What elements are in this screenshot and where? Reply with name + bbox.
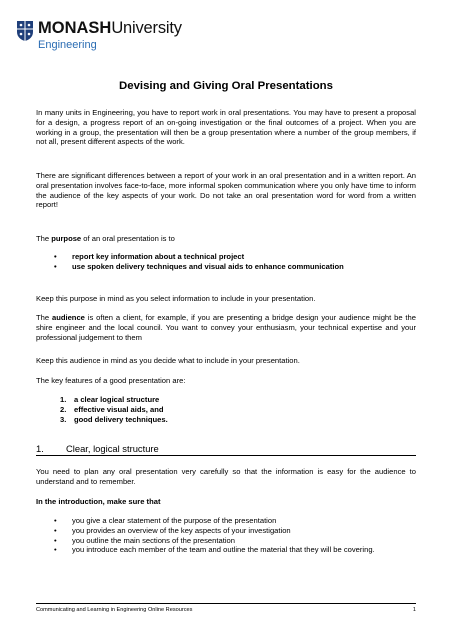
- monash-logo: [16, 18, 216, 60]
- planning-paragraph: You need to plan any oral presentation very carefully so that the information is easy for the audience to understand and to remember.: [36, 467, 416, 486]
- section-heading: 1. Clear, logical structure: [36, 443, 416, 456]
- logo-wordmark: MONASHUniversity: [38, 19, 182, 37]
- monash-shield-icon: [16, 20, 34, 42]
- differences-paragraph: There are significant differences between a report of your work in an oral presentation and in a written report. An oral presentation involves face-to-face, more informal spoken communication where you only have time to inform the audience of the key aspects of your work. Do not take an oral presentation word for word from a written report!: [36, 171, 416, 210]
- introduction-list: [60, 516, 416, 555]
- document-title: Devising and Giving Oral Presentations: [119, 80, 333, 92]
- list-item: • you outline the main sections of the presentation: [60, 536, 416, 546]
- list-item: • you introduce each member of the team and outline the material that they will be covering.: [60, 545, 416, 555]
- list-item: • report key information about a technical project: [60, 252, 416, 262]
- key-features-paragraph: The key features of a good presentation are:: [36, 376, 186, 385]
- audience-paragraph: The audience is often a client, for example, if you are presenting a bridge design your audience might be the shire engineer and the local council. You want to convey your enthusiasm, your technical expertise and your professional judgement to them: [36, 313, 416, 342]
- purpose-list: [60, 252, 416, 272]
- list-item: 1. a clear logical structure: [60, 395, 160, 404]
- footer-text: Communicating and Learning in Engineering Online Resources: [36, 607, 193, 613]
- page-number: 1: [412, 607, 416, 613]
- list-item: • use spoken delivery techniques and visual aids to enhance communication: [60, 262, 416, 272]
- list-item: • you provides an overview of the key aspects of your investigation: [60, 526, 416, 536]
- audience-reminder-paragraph: Keep this audience in mind as you decide what to include in your presentation.: [36, 356, 300, 365]
- logo-faculty: Engineering: [38, 39, 97, 51]
- key-features-list: [60, 395, 416, 424]
- introduction-subheading: In the introduction, make sure that: [36, 497, 161, 506]
- page-footer: [36, 603, 416, 613]
- list-item: • you give a clear statement of the purpose of the presentation: [60, 516, 416, 526]
- intro-paragraph: In many units in Engineering, you have to report work in oral presentations. You may have to present a proposal for a design, a progress report of an on-going investigation or the final outcomes of a project. When you are working in a group, the presentation will then be a group presentation where a number of the group members, if not all, present different aspects of the work.: [36, 108, 416, 147]
- list-item: 3. good delivery techniques.: [60, 414, 168, 424]
- purpose-reminder-paragraph: Keep this purpose in mind as you select information to include in your presentation.: [36, 294, 316, 303]
- purpose-paragraph: The purpose of an oral presentation is to: [36, 234, 175, 243]
- list-item: 2. effective visual aids, and: [60, 404, 164, 414]
